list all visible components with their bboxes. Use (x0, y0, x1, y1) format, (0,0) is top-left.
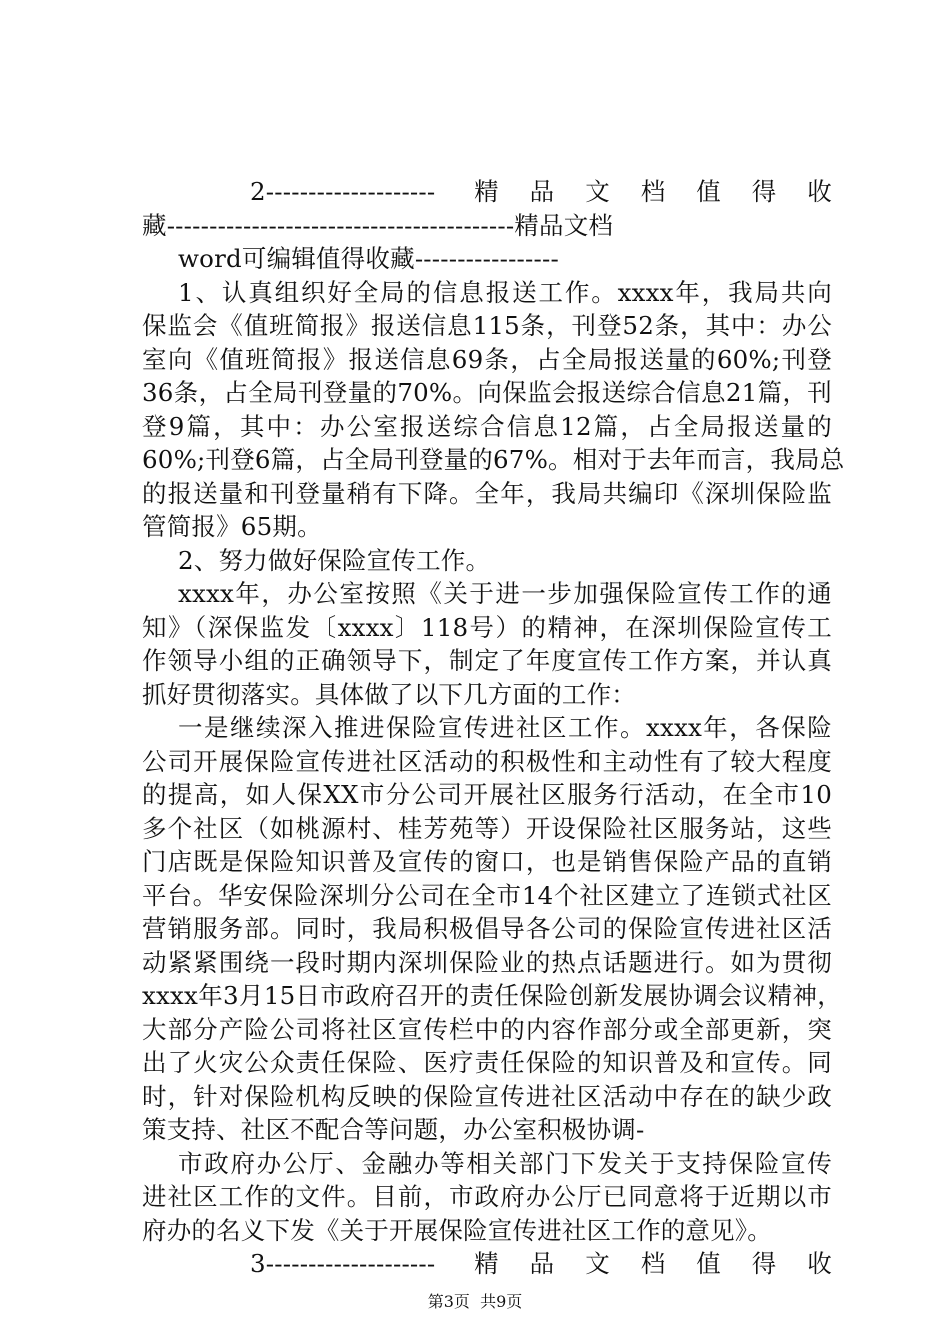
paragraph-line: 作领导小组的正确领导下，制定了年度宣传工作方案，并认真 (142, 646, 832, 675)
header-decoration-line: word可编辑值得收藏----------------- (178, 244, 559, 273)
paragraph-line: xxxx年3月15日市政府召开的责任保险创新发展协调会议精神， (142, 981, 842, 1010)
paragraph-line: 市政府办公厅、金融办等相关部门下发关于支持保险宣传 (178, 1149, 832, 1178)
paragraph-line: 的报送量和刊登量稍有下降。全年，我局共编印《深圳保险监 (142, 479, 832, 508)
section-heading: 2、努力做好保险宣传工作。 (178, 546, 491, 575)
footer-decoration-line: 3-------------------- 精 品 文 档 值 得 收 (250, 1249, 832, 1278)
paragraph-line: 大部分产险公司将社区宣传栏中的内容作部分或全部更新，突 (142, 1015, 832, 1044)
paragraph-line: 抓好贯彻落实。具体做了以下几方面的工作： (142, 680, 636, 709)
paragraph-line: 60%;刊登6篇，占全局刊登量的67%。相对于去年而言，我局总 (142, 445, 845, 474)
paragraph-line: 府办的名义下发《关于开展保险宣传进社区工作的意见》。 (142, 1216, 772, 1245)
paragraph-line: 1、认真组织好全局的信息报送工作。xxxx年，我局共向 (178, 278, 832, 307)
paragraph-line: 的提高，如人保XX市分公司开展社区服务行活动，在全市10 (142, 780, 832, 809)
header-decoration-line: 2-------------------- 精 品 文 档 值 得 收 (250, 177, 832, 206)
paragraph-line: 平台。华安保险深圳分公司在全市14个社区建立了连锁式社区 (142, 881, 832, 910)
paragraph-line: 策支持、社区不配合等问题，办公室积极协调- (142, 1115, 645, 1144)
paragraph-line: 公司开展保险宣传进社区活动的积极性和主动性有了较大程度 (142, 747, 832, 776)
page-number: 第3页 共9页 (427, 1292, 523, 1311)
paragraph-line: 时，针对保险机构反映的保险宣传进社区活动中存在的缺少政 (142, 1082, 832, 1111)
paragraph-line: 管简报》65期。 (142, 512, 322, 541)
paragraph-line: 动紧紧围绕一段时期内深圳保险业的热点话题进行。如为贯彻 (142, 948, 832, 977)
paragraph-line: 36条，占全局刊登量的70%。向保监会报送综合信息21篇，刊 (142, 378, 832, 407)
paragraph-line: 营销服务部。同时，我局积极倡导各公司的保险宣传进社区活 (142, 914, 832, 943)
paragraph-line: 多个社区（如桃源村、桂芳苑等）开设保险社区服务站，这些 (142, 814, 832, 843)
paragraph-line: 知》（深保监发〔xxxx〕118号）的精神，在深圳保险宣传工 (142, 613, 832, 642)
paragraph-line: 出了火灾公众责任保险、医疗责任保险的知识普及和宣传。同 (142, 1048, 832, 1077)
paragraph-line: xxxx年，办公室按照《关于进一步加强保险宣传工作的通 (178, 579, 832, 608)
paragraph-line: 保监会《值班简报》报送信息115条，刊登52条，其中：办公 (142, 311, 832, 340)
header-decoration-line: 藏-----------------------------------------精品文档 (142, 211, 614, 240)
paragraph-line: 一是继续深入推进保险宣传进社区工作。xxxx年，各保险 (178, 713, 832, 742)
paragraph-line: 登9篇，其中：办公室报送综合信息12篇，占全局报送量的 (142, 412, 832, 441)
paragraph-line: 室向《值班简报》报送信息69条，占全局报送量的60%;刊登 (142, 345, 832, 374)
paragraph-line: 进社区工作的文件。目前，市政府办公厅已同意将于近期以市 (142, 1182, 832, 1211)
paragraph-line: 门店既是保险知识普及宣传的窗口，也是销售保险产品的直销 (142, 847, 832, 876)
